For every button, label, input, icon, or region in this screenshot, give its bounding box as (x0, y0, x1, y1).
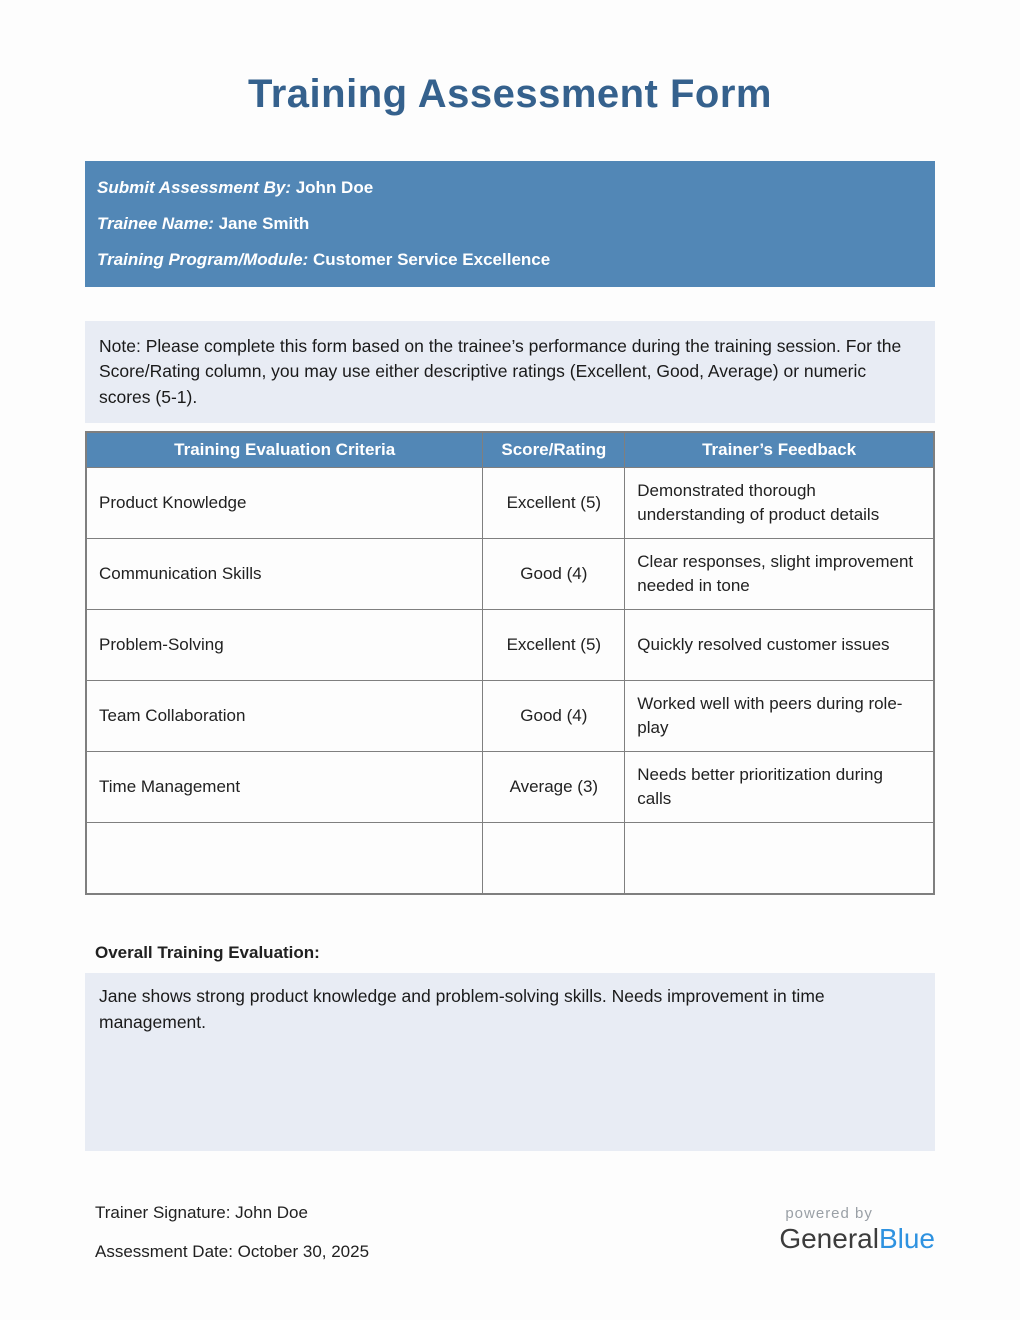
field-training-program (85, 242, 935, 278)
field-value: Jane Smith (218, 214, 310, 233)
cell-score: Good (4) (483, 539, 625, 610)
column-header-criteria: Training Evaluation Criteria (86, 432, 483, 468)
cell-criteria: Communication Skills (86, 539, 483, 610)
field-value: John Doe (295, 178, 374, 197)
column-header-feedback: Trainer’s Feedback (625, 432, 934, 468)
assessment-header-block (85, 161, 935, 287)
field-value: Customer Service Excellence (313, 250, 551, 269)
table-row (86, 681, 934, 752)
table-row (86, 610, 934, 681)
cell-criteria: Time Management (86, 752, 483, 823)
table-row (86, 468, 934, 539)
field-label: Trainee Name: (97, 214, 214, 233)
cell-feedback: Needs better prioritization during calls (625, 752, 934, 823)
overall-evaluation-label: Overall Training Evaluation: (95, 942, 320, 962)
footer (85, 1203, 935, 1282)
table-row (86, 752, 934, 823)
overall-evaluation-box (85, 973, 935, 1151)
column-header-score: Score/Rating (483, 432, 625, 468)
cell-feedback: Quickly resolved customer issues (625, 610, 934, 681)
powered-by-label: powered by (785, 1204, 873, 1222)
trainer-signature: Trainer Signature: John Doe (95, 1202, 308, 1222)
cell-criteria (86, 823, 483, 894)
cell-score (483, 823, 625, 894)
field-label: Submit Assessment By: (97, 178, 291, 197)
table-row-empty (86, 823, 934, 894)
field-trainee-name (85, 206, 935, 242)
field-label: Training Program/Module: (97, 250, 309, 269)
footer-signature-block (85, 1203, 369, 1282)
cell-criteria: Team Collaboration (86, 681, 483, 752)
brand-blue-text: Blue (878, 1222, 935, 1254)
cell-score: Excellent (5) (483, 610, 625, 681)
cell-feedback: Demonstrated thorough understanding of product details (625, 468, 934, 539)
general-blue-logo (779, 1224, 935, 1255)
instructions-note: Note: Please complete this form based on the trainee’s performance during the training session. For the Score/Rating column, you may use either descriptive ratings (Excellent, Good, Average) or numeric scores (5-1). (85, 321, 935, 423)
cell-feedback: Clear responses, slight improvement needed in tone (625, 539, 934, 610)
table-row (86, 539, 934, 610)
cell-feedback: Worked well with peers during role-play (625, 681, 934, 752)
assessment-date: Assessment Date: October 30, 2025 (95, 1242, 370, 1262)
cell-score: Excellent (5) (483, 468, 625, 539)
page-title: Training Assessment Form (248, 72, 772, 116)
cell-score: Average (3) (483, 752, 625, 823)
field-submit-assessment-by (85, 170, 935, 206)
evaluation-table (85, 431, 935, 895)
table-header-row (86, 432, 934, 468)
cell-feedback (625, 823, 934, 894)
cell-criteria: Product Knowledge (86, 468, 483, 539)
cell-criteria: Problem-Solving (86, 610, 483, 681)
brand-logo (779, 1203, 935, 1255)
cell-score: Good (4) (483, 681, 625, 752)
brand-general-text: General (779, 1222, 879, 1254)
overall-evaluation-text: Jane shows strong product knowledge and problem-solving skills. Needs improvement in time management. (99, 985, 825, 1032)
